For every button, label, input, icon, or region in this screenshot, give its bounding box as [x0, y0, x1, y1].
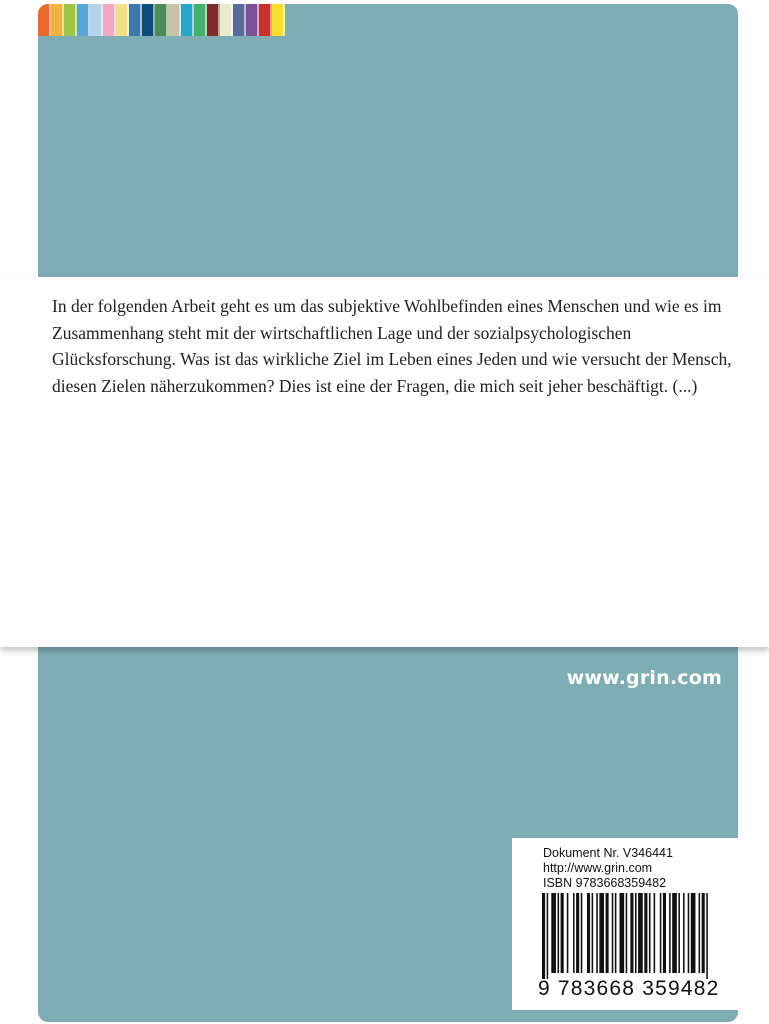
barcode-bar — [592, 893, 594, 973]
barcode-bar — [547, 893, 549, 979]
barcode-bar — [672, 893, 677, 973]
color-stripe — [246, 4, 259, 36]
barcode-bar — [706, 893, 708, 979]
color-stripe — [272, 4, 285, 36]
isbn-line: ISBN 9783668359482 — [543, 876, 667, 890]
barcode-bar — [683, 893, 685, 973]
publisher-website: www.grin.com — [566, 667, 722, 689]
color-stripe — [51, 4, 64, 36]
barcode-meta — [543, 846, 673, 891]
barcode-bar — [576, 893, 579, 973]
barcode-digits: 9 783668 359482 — [538, 977, 720, 1000]
color-stripes — [38, 4, 285, 36]
barcode-bar — [581, 893, 583, 973]
document-number: Dokument Nr. V346441 — [543, 846, 673, 860]
blurb-panel — [0, 277, 769, 647]
barcode-bar — [649, 893, 651, 973]
color-stripe — [77, 4, 90, 36]
barcode-bar — [551, 893, 556, 973]
barcode-bar — [678, 893, 680, 973]
publisher-url: http://www.grin.com — [543, 861, 653, 875]
color-stripe — [207, 4, 220, 36]
barcode-bar — [606, 893, 609, 973]
barcode-bar — [626, 893, 628, 973]
barcode-bar — [561, 893, 564, 973]
color-stripe — [90, 4, 103, 36]
barcode-icon — [542, 893, 708, 979]
color-stripe — [142, 4, 155, 36]
color-stripe — [259, 4, 272, 36]
barcode-bar — [587, 893, 590, 973]
barcode-bar — [699, 893, 701, 973]
color-stripe — [64, 4, 77, 36]
color-stripe — [116, 4, 129, 36]
barcode-bar — [558, 893, 560, 973]
barcode-bar — [612, 893, 614, 973]
barcode-bar — [596, 893, 598, 973]
barcode-bar — [638, 893, 643, 973]
color-stripe — [168, 4, 181, 36]
blurb-text: In der folgenden Arbeit geht es um das subjektive Wohlbefinden eines Menschen und wie es im Zusammenhang steht mit der wirtschaftlichen Lage und der sozialpsychologischen Glücksforschung. Was ist das wirkliche Ziel im Leben eines Jeden und wie versucht der Mensch, diesen Zielen näherzukommen? Dies ist eine der Fragen, die mich seit jeher beschäftigt. (...) — [52, 296, 732, 396]
color-stripe — [38, 4, 51, 36]
barcode-bar — [663, 893, 666, 973]
barcode-bar — [615, 893, 617, 973]
color-stripe — [155, 4, 168, 36]
barcode-bar — [654, 893, 656, 973]
color-stripe — [129, 4, 142, 36]
barcode-bar — [691, 893, 696, 973]
barcode-bar — [630, 893, 633, 973]
barcode-bar — [669, 893, 671, 973]
barcode-bar — [688, 893, 690, 973]
barcode-bar — [599, 893, 604, 973]
barcode-bar — [660, 893, 662, 973]
color-stripe — [233, 4, 246, 36]
color-stripe — [194, 4, 207, 36]
barcode-label — [512, 838, 738, 1010]
color-stripe — [181, 4, 194, 36]
barcode-bar — [702, 893, 705, 973]
barcode-bar — [567, 893, 569, 973]
color-stripe — [103, 4, 116, 36]
barcode-bar — [644, 893, 647, 973]
barcode-bar — [542, 893, 545, 979]
barcode-bar — [620, 893, 625, 973]
barcode-bar — [573, 893, 575, 973]
barcode-bar — [635, 893, 637, 973]
color-stripe — [220, 4, 233, 36]
